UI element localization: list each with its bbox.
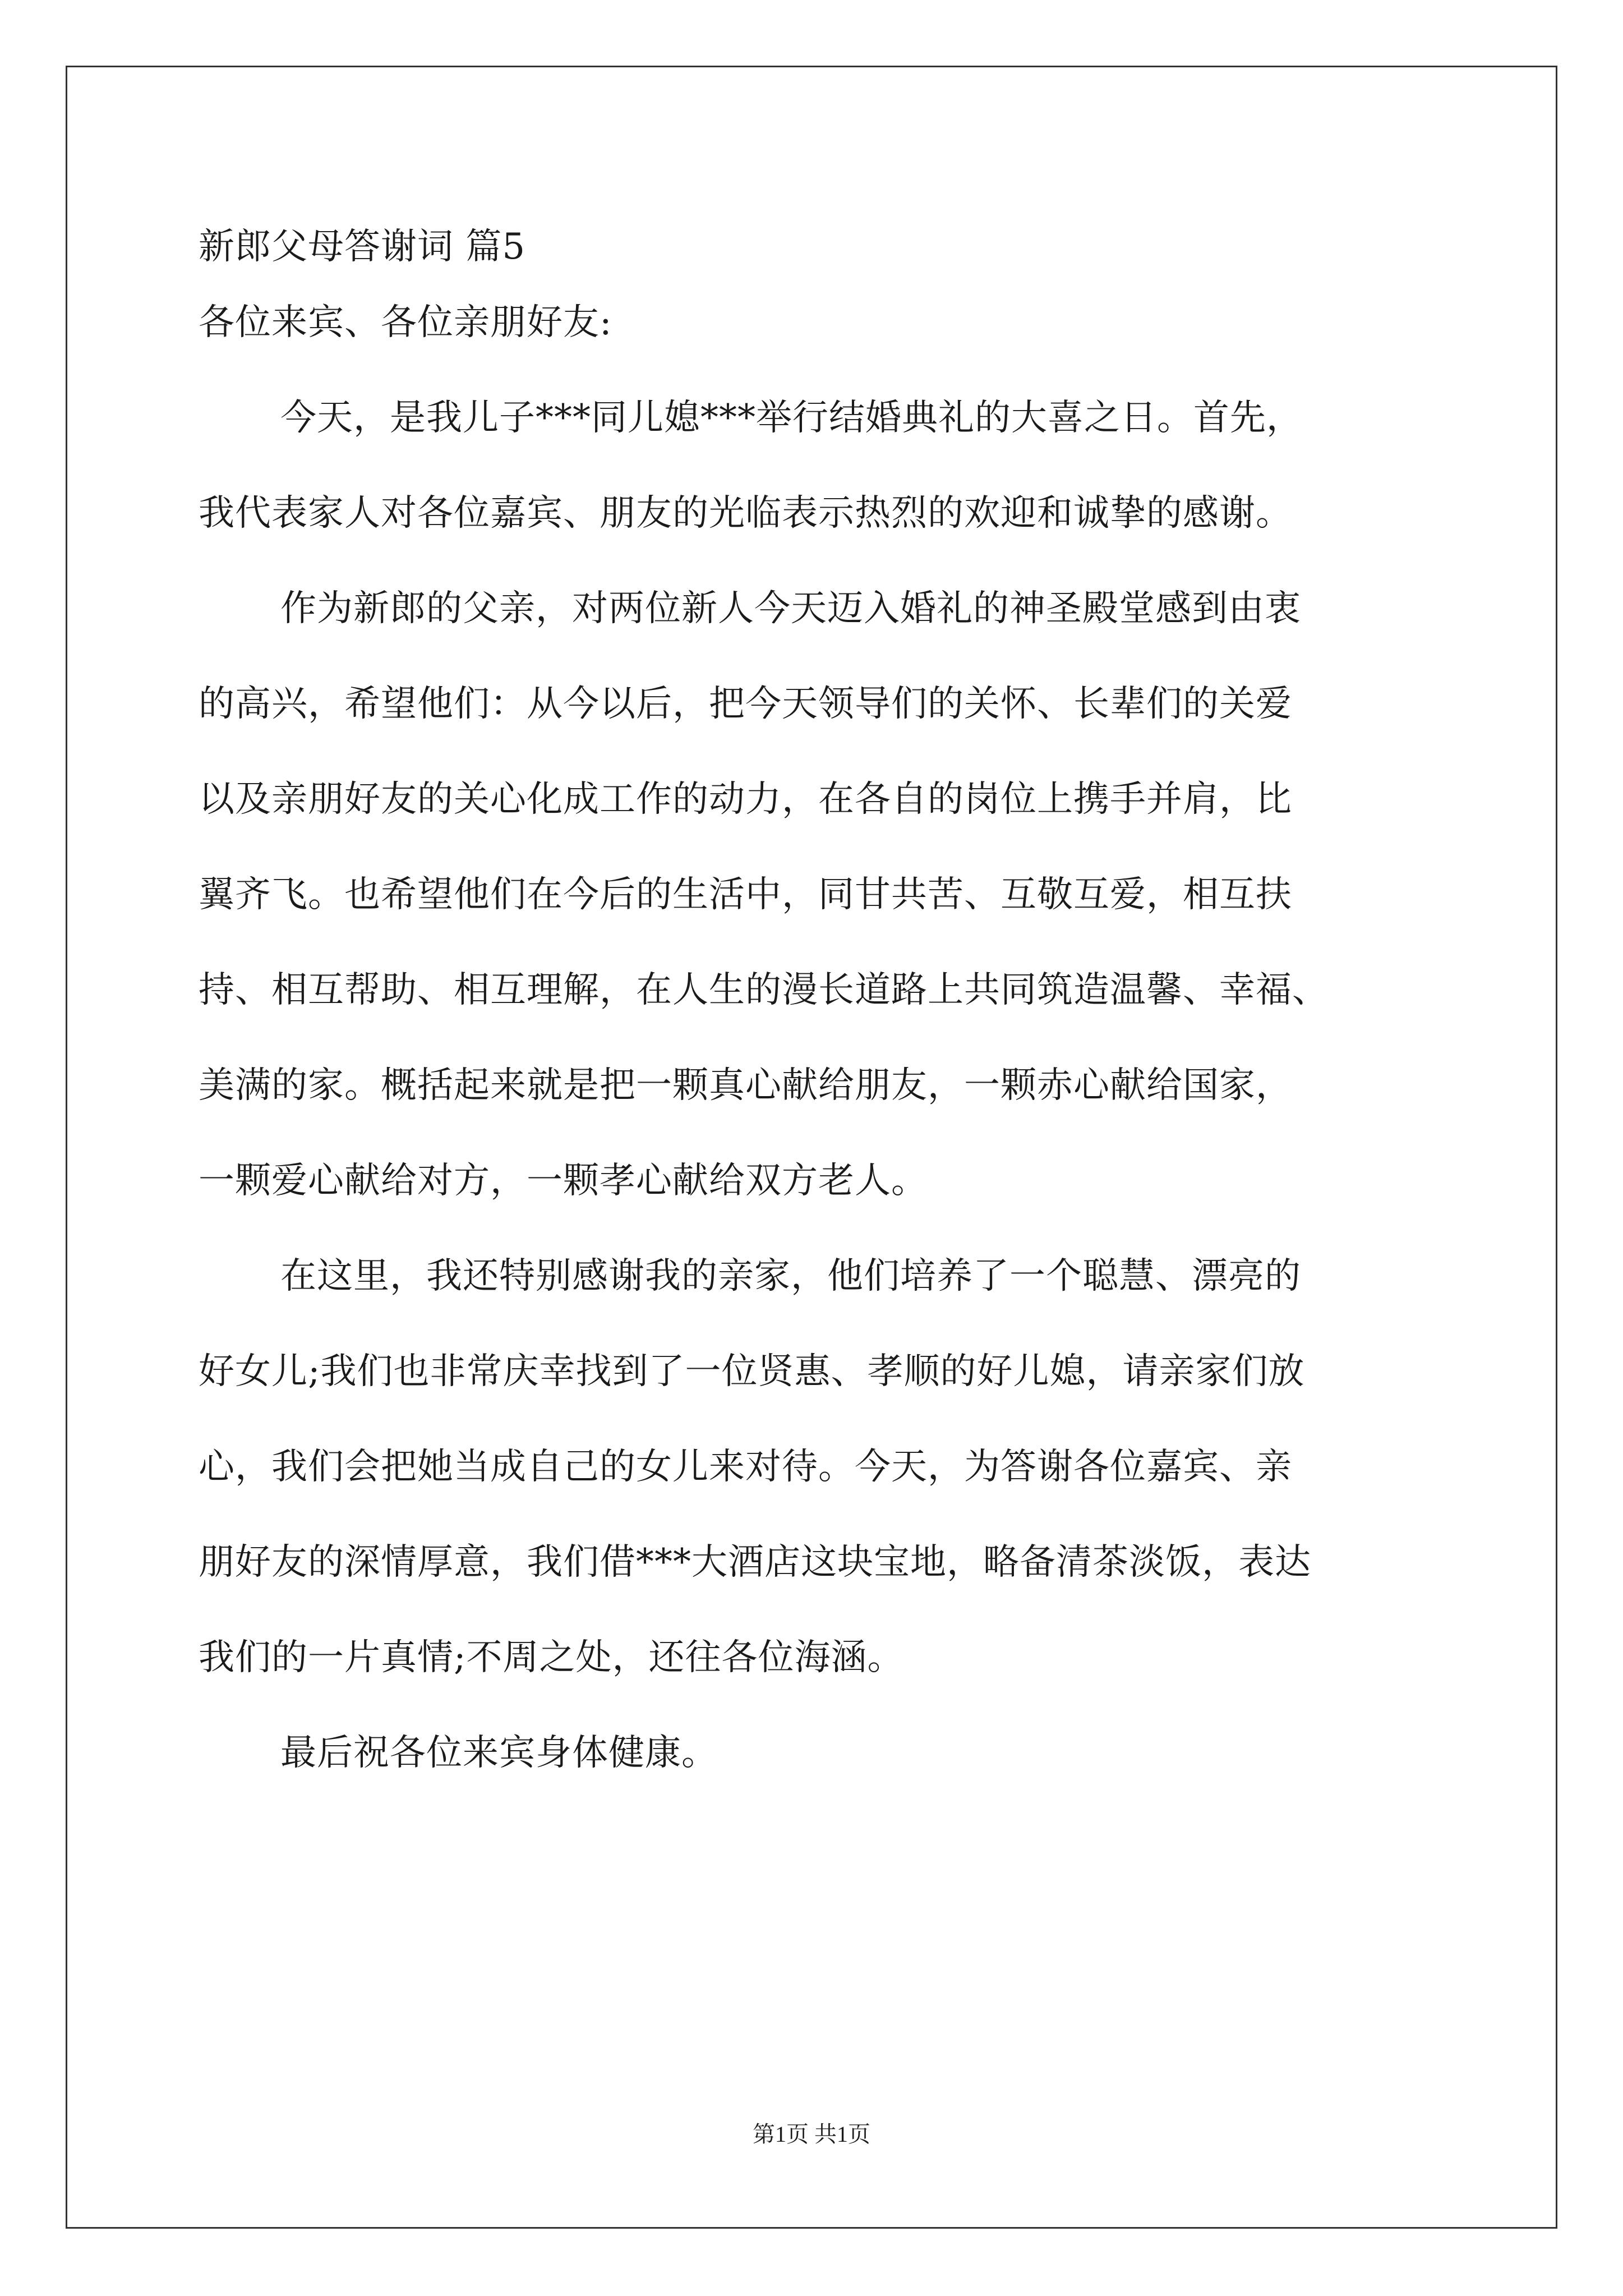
paragraph-line: 翼齐飞。也希望他们在今后的生活中，同甘共苦、互敬互爱，相互扶 bbox=[199, 874, 1292, 915]
paragraph-line: 朋好友的深情厚意，我们借***大酒店这块宝地，略备清茶淡饭，表达 bbox=[199, 1542, 1311, 1583]
paragraph-line: 我代表家人对各位嘉宾、朋友的光临表示热烈的欢迎和诚挚的感谢。 bbox=[199, 493, 1292, 534]
paragraph-line: 以及亲朋好友的关心化成工作的动力，在各自的岗位上携手并肩，比 bbox=[199, 779, 1292, 820]
paragraph-line: 心，我们会把她当成自己的女儿来对待。今天，为答谢各位嘉宾、亲 bbox=[199, 1446, 1292, 1488]
paragraph-line: 我们的一片真情;不周之处，还往各位海涵。 bbox=[199, 1637, 904, 1678]
salutation: 各位来宾、各位亲朋好友: bbox=[199, 302, 612, 343]
paragraph-line: 在这里，我还特别感谢我的亲家，他们培养了一个聪慧、漂亮的 bbox=[280, 1255, 1301, 1297]
paragraph-line: 的高兴，希望他们：从今以后，把今天领导们的关怀、长辈们的关爱 bbox=[199, 683, 1292, 725]
paragraph-line: 一颗爱心献给对方，一颗孝心献给双方老人。 bbox=[199, 1160, 928, 1202]
paragraph-line: 美满的家。概括起来就是把一颗真心献给朋友，一颗赤心献给国家， bbox=[199, 1065, 1292, 1106]
closing-line: 最后祝各位来宾身体健康。 bbox=[280, 1732, 718, 1774]
paragraph-line: 作为新郎的父亲，对两位新人今天迈入婚礼的神圣殿堂感到由衷 bbox=[280, 588, 1301, 629]
document-title: 新郎父母答谢词 篇5 bbox=[199, 226, 526, 268]
paragraph-line: 好女儿;我们也非常庆幸找到了一位贤惠、孝顺的好儿媳，请亲家们放 bbox=[199, 1351, 1305, 1392]
page-footer: 第1页 共1页 bbox=[753, 2122, 870, 2147]
paragraph-line: 持、相互帮助、相互理解，在人生的漫长道路上共同筑造温馨、幸福、 bbox=[199, 969, 1329, 1011]
paragraph-line: 今天，是我儿子***同儿媳***举行结婚典礼的大喜之日。首先， bbox=[280, 397, 1303, 439]
page-border bbox=[66, 66, 1557, 2229]
